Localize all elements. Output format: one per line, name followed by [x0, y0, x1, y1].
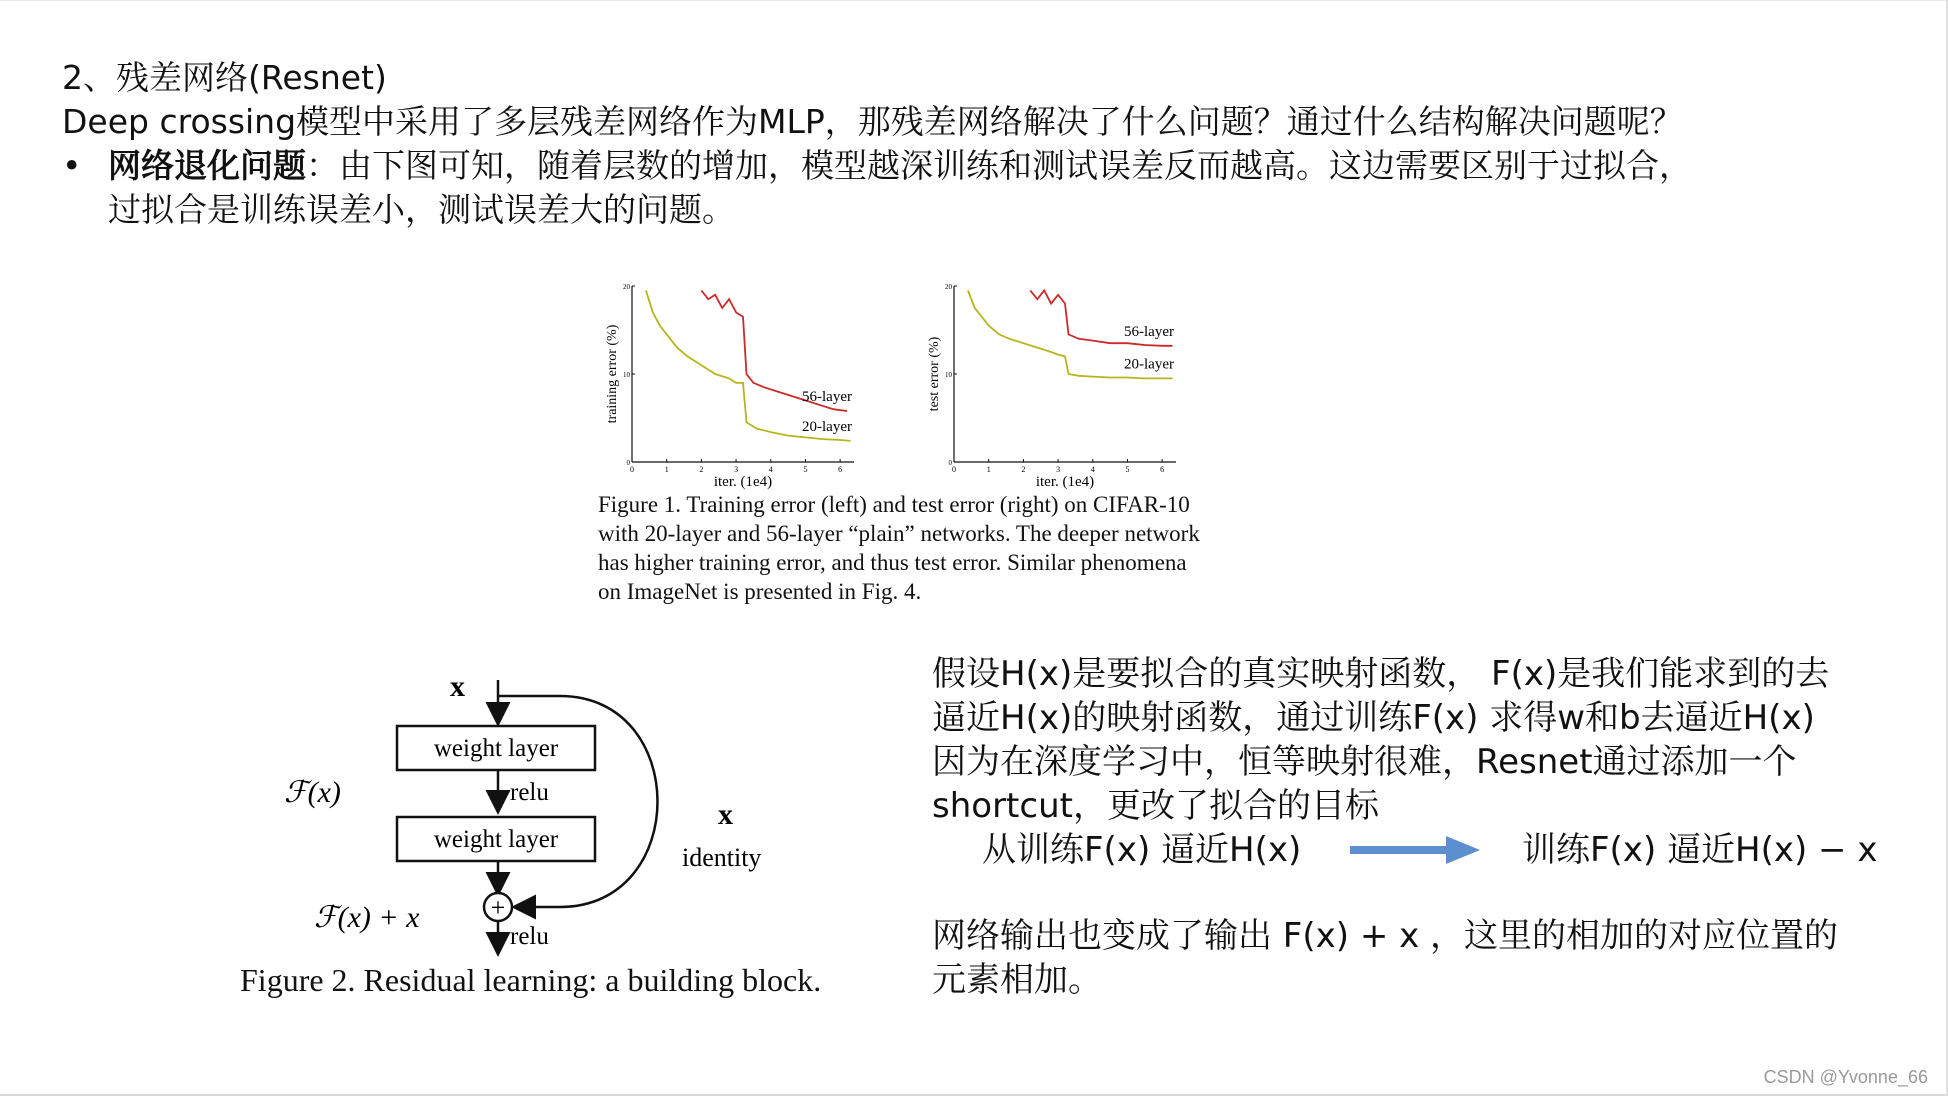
chart1-annotation-56-layer: 56-layer	[802, 388, 852, 405]
chart2-x-tick-label: 4	[1090, 465, 1095, 474]
chart1-x-axis-label: iter. (1e4)	[713, 474, 773, 490]
chart1-x-tick-label: 5	[803, 465, 808, 474]
identity-label: identity	[682, 843, 762, 872]
fx-label: ℱ(x)	[284, 776, 341, 809]
watermark: CSDN @Yvonne_66	[1763, 1067, 1928, 1087]
relu-out-label: relu	[510, 923, 549, 950]
chart2-x-tick-label: 0	[952, 465, 956, 474]
chart2-x-tick-label: 1	[986, 465, 991, 474]
chart2-x-tick-label: 5	[1125, 465, 1130, 474]
chart1-y-tick-label: 10	[623, 371, 630, 379]
chart1-x-tick-label: 2	[699, 465, 704, 474]
transform-arrow-icon	[1350, 836, 1480, 864]
chart1-y-tick-label: 0	[626, 459, 630, 467]
figure1-caption-line4: on ImageNet is presented in Fig. 4.	[598, 579, 922, 604]
chart2-y-axis-label: test error (%)	[927, 336, 942, 412]
relu-mid-label: relu	[510, 779, 549, 806]
explanation-line5: 网络输出也变成了输出 F(x) + x ，这里的相加的对应位置的	[932, 916, 1839, 956]
weight-layer-2-label: weight layer	[433, 826, 559, 853]
chart1-x-tick-label: 1	[664, 465, 669, 474]
explanation-line6: 元素相加。	[932, 960, 1102, 1000]
intro-paragraph: Deep crossing模型中采用了多层残差网络作为MLP，那残差网络解决了什么问题？通过什么结构解决问题呢？	[62, 102, 1683, 141]
explanation-line4: shortcut，更改了拟合的目标	[932, 786, 1379, 826]
explanation-line1: 假设H(x)是要拟合的真实映射函数， F(x)是我们能求到的去	[932, 654, 1830, 694]
bullet-text-line2: 过拟合是训练误差小，测试误差大的问题。	[108, 190, 735, 229]
fit-target-from: 从训练F(x) 逼近H(x)	[982, 830, 1302, 870]
chart2-annotation-56-layer: 56-layer	[1124, 323, 1174, 340]
chart1-x-tick-label: 0	[630, 465, 634, 474]
figure1-caption-line3: has higher training error, and thus test error. Similar phenomena	[598, 550, 1187, 575]
chart2-y-tick-label: 0	[948, 459, 952, 467]
bullet-marker: •	[62, 146, 82, 185]
figure1-caption-line1: Figure 1. Training error (left) and test error (right) on CIFAR-10	[598, 492, 1190, 517]
shortcut-x-label: x	[718, 798, 733, 831]
chart1-y-tick-label: 20	[623, 283, 630, 291]
chart1-x-tick-label: 3	[734, 465, 739, 474]
chart1-x-tick-label: 6	[838, 465, 843, 474]
chart2-x-tick-label: 3	[1056, 465, 1061, 474]
explanation-line3: 因为在深度学习中，恒等映射很难，Resnet通过添加一个	[932, 742, 1797, 782]
bullet-item-degradation	[62, 144, 1692, 188]
chart2-x-tick-label: 2	[1021, 465, 1026, 474]
figure1-svg	[598, 278, 1238, 490]
slide-top-border	[0, 0, 1948, 1]
figure2-svg	[220, 660, 920, 960]
chart2-y-tick-label: 20	[945, 283, 952, 291]
figure1-caption-line2: with 20-layer and 56-layer “plain” networks. The deeper network	[598, 521, 1200, 546]
chart1-y-axis-label: training error (%)	[605, 324, 620, 424]
explanation-line2: 逼近H(x)的映射函数，通过训练F(x) 求得w和b去逼近H(x)	[932, 698, 1815, 738]
plus-symbol: +	[490, 893, 506, 922]
figure2-diagram	[220, 660, 920, 1000]
chart2-x-tick-label: 6	[1160, 465, 1165, 474]
input-x-label: x	[450, 670, 465, 703]
bullet-text-line1: ：由下图可知，随着层数的增加，模型越深训练和测试误差反而越高。这边需要区别于过拟合，	[306, 146, 1692, 185]
chart2-annotation-20-layer: 20-layer	[1124, 356, 1174, 373]
fit-target-to: 训练F(x) 逼近H(x) − x	[1522, 830, 1878, 870]
chart2-x-axis-label: iter. (1e4)	[1035, 474, 1095, 490]
figure1-caption	[598, 490, 1238, 606]
weight-layer-1-label: weight layer	[433, 735, 559, 762]
chart2-y-tick-label: 10	[945, 371, 952, 379]
figure2-caption: Figure 2. Residual learning: a building block.	[240, 962, 822, 998]
chart1-x-tick-label: 4	[768, 465, 773, 474]
section-heading: 2、残差网络(Resnet)	[62, 58, 387, 97]
fx-plus-x-label: ℱ(x) + x	[314, 901, 420, 934]
bullet-bold-label: 网络退化问题	[108, 146, 306, 185]
chart1-annotation-20-layer: 20-layer	[802, 418, 852, 435]
